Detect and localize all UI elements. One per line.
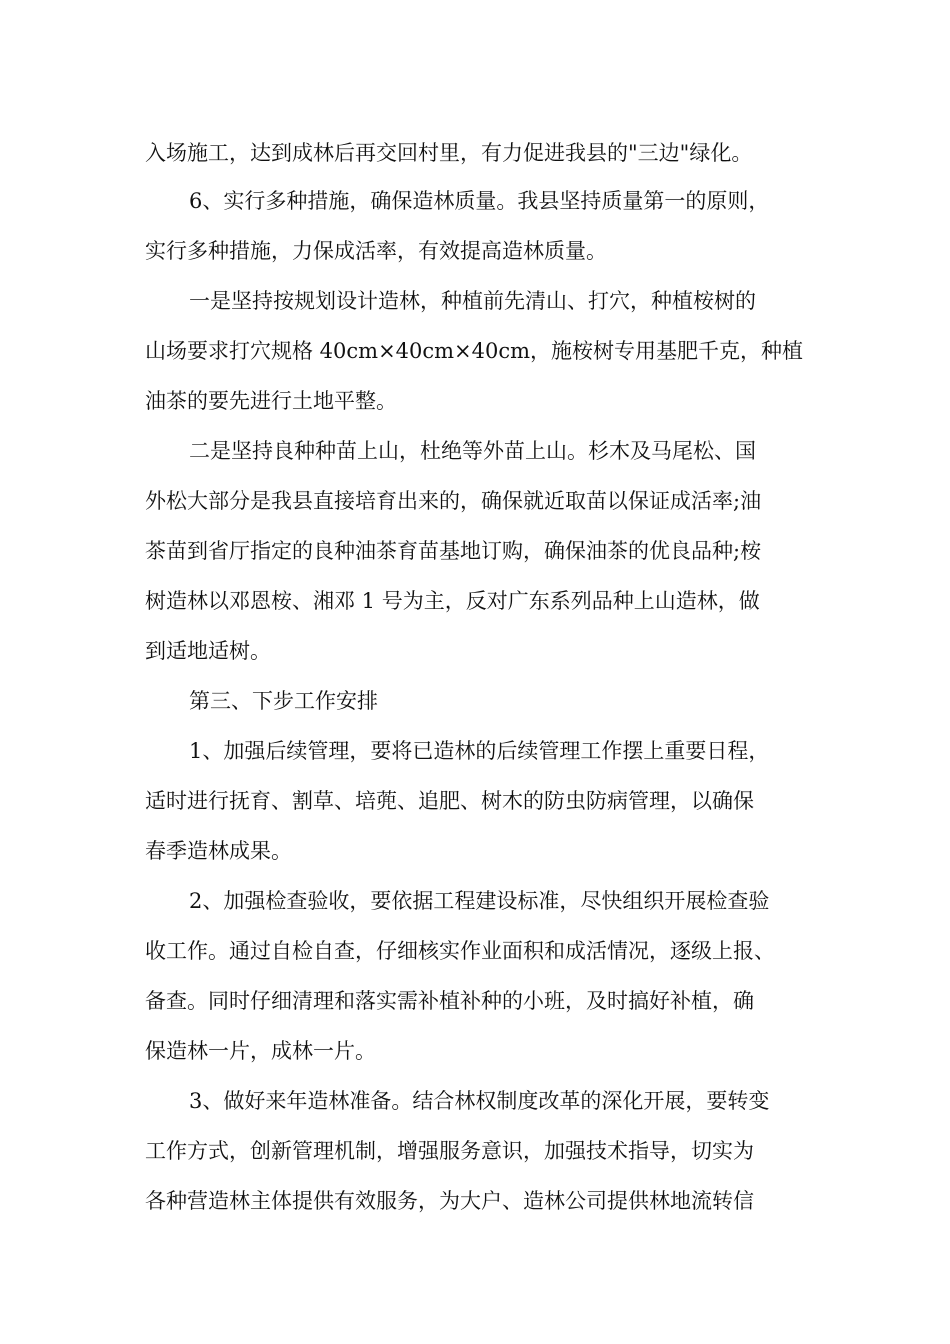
text-line: 备查。同时仔细清理和落实需补植补种的小班，及时搞好补植，确 (145, 989, 754, 1013)
text-line: 茶苗到省厅指定的良种油茶育苗基地订购，确保油茶的优良品种;桉 (145, 539, 762, 563)
text-line: 油茶的要先进行土地平整。 (145, 389, 397, 413)
text-line: 6、实行多种措施，确保造林质量。我县坚持质量第一的原则， (189, 189, 770, 213)
text-line: 各种营造林主体提供有效服务，为大户、造林公司提供林地流转信 (145, 1189, 754, 1213)
text-line: 2、加强检查验收，要依据工程建设标准，尽快组织开展检查验 (189, 889, 770, 913)
text-line: 一是坚持按规划设计造林，种植前先清山、打穴，种植桉树的 (189, 289, 756, 313)
text-line: 实行多种措施，力保成活率，有效提高造林质量。 (145, 239, 607, 263)
text-line: 工作方式，创新管理机制，增强服务意识，加强技术指导，切实为 (145, 1139, 754, 1163)
text-line: 保造林一片，成林一片。 (145, 1039, 376, 1063)
text-line: 3、做好来年造林准备。结合林权制度改革的深化开展，要转变 (189, 1089, 770, 1113)
text-line: 入场施工，达到成林后再交回村里，有力促进我县的"三边"绿化。 (145, 141, 753, 165)
text-line: 二是坚持良种种苗上山，杜绝等外苗上山。杉木及马尾松、国 (189, 439, 756, 463)
text-line: 适时进行抚育、割草、培蔸、追肥、树木的防虫防病管理，以确保 (145, 789, 754, 813)
text-line: 树造林以邓恩桉、湘邓 1 号为主，反对广东系列品种上山造林，做 (145, 589, 760, 613)
section-heading: 第三、下步工作安排 (189, 689, 378, 713)
text-line: 春季造林成果。 (145, 839, 292, 863)
text-line: 1、加强后续管理，要将已造林的后续管理工作摆上重要日程， (189, 739, 770, 763)
text-line: 收工作。通过自检自查，仔细核实作业面积和成活情况，逐级上报、 (145, 939, 775, 963)
text-line: 到适地适树。 (145, 639, 271, 663)
text-line: 外松大部分是我县直接培育出来的，确保就近取苗以保证成活率;油 (145, 489, 762, 513)
text-line: 山场要求打穴规格 40cm×40cm×40cm，施桉树专用基肥千克，种植 (145, 339, 804, 363)
